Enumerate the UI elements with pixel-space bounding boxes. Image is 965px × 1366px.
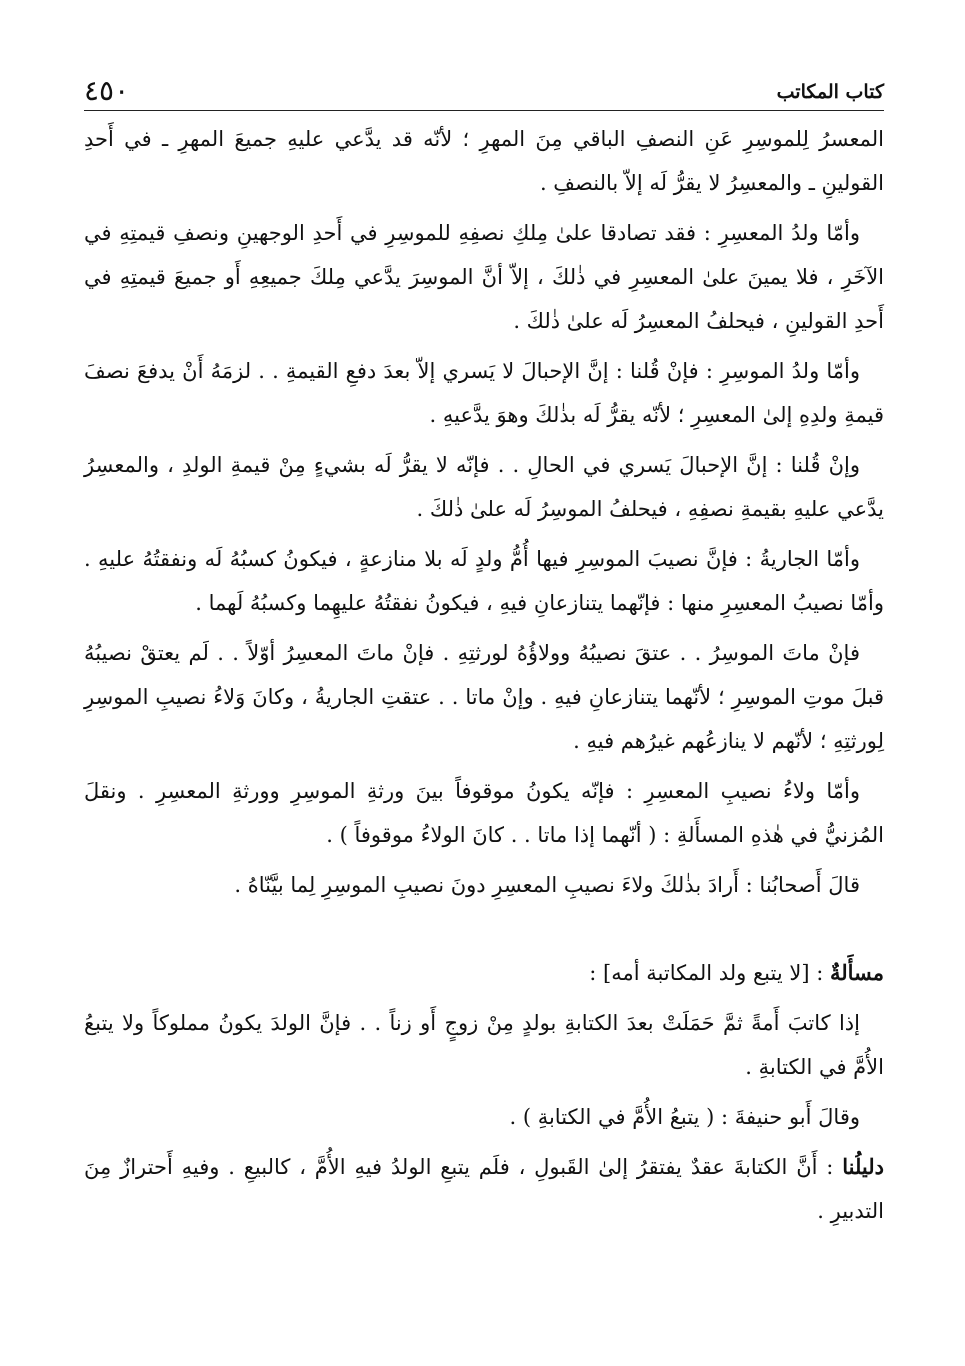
paragraph: قالَ أَصحابُنا : أَرادَ بذٰلكَ ولاءَ نصيبِ المعسِرِ دونَ نصيبِ الموسِرِ لِما بيَّنّاهُ . bbox=[234, 873, 860, 897]
paragraph: وإنْ قُلنا : إنَّ الإحبالَ يَسري في الحالِ . . فإنّه لا يقرُّ لَه بشيءٍ مِنْ قيمةِ الولدِ ، والمعسِرُ يدَّعي عليهِ بقيمةِ نصفِهِ ، فيحلفُ الموسِرُ لَه علىٰ ذٰلكَ . bbox=[84, 453, 884, 521]
page-header bbox=[84, 70, 884, 111]
paragraph: وأمّا ولدُ الموسِرِ : فإنْ قُلنا : إنَّ الإحبالَ لا يَسري إلاّ بعدَ دفعِ القيمةِ . . لزمَهُ أَنْ يدفعَ نصفَ قيمةِ ولدِهِ إلىٰ المعسِرِ ؛ لأنّه يقرُّ لَه بذٰلكَ وهوَ يدَّعيهِ . bbox=[84, 359, 884, 427]
paragraph: وأمّا ولدُ المعسِرِ : فقد تصادقا علىٰ مِلكِ نصفِهِ للموسِرِ في أَحدِ الوجهينِ ونصفِ قيمتِهِ في الآخَرِ ، فلا يمينَ علىٰ المعسِرِ في ذٰلكَ ، إلاّ أنَّ الموسِرَ يدَّعي مِلكَ جميعِهِ أَو جميعَ قيمتِهِ في أَحدِ القولينِ ، فيحلفُ المعسِرُ لَه علىٰ ذٰلكَ . bbox=[84, 221, 884, 333]
paragraph: وأمّا ولاءُ نصيبِ المعسِرِ : فإنّه يكونُ موقوفاً بينَ ورثةِ الموسِرِ وورثةِ المعسِرِ . ونقلَ المُزنيُّ في هٰذهِ المسأَلةِ : ( أنّهما إذا ماتا . . كانَ الولاءُ موقوفاً ) . bbox=[84, 779, 884, 847]
dalil-label: دليلُنا bbox=[842, 1154, 884, 1179]
page-body bbox=[84, 111, 884, 1233]
paragraph: فإنْ ماتَ الموسِرُ . . عتقَ نصيبُهُ وولاؤُهُ لورثتِهِ . فإنْ ماتَ المعسِرُ أوّلاً . . لَم يعتقْ نصيبُهُ قبلَ موتِ الموسِرِ ؛ لأنّهما يتنازعانِ فيهِ . وإنْ ماتا . . عتقتِ الجاريةُ ، وكانَ وَلاءُ نصيبِ الموسِرِ لِورثتِهِ ؛ لأنّهم لا ينازعُهم غيرُهم فيهِ . bbox=[84, 641, 884, 753]
page-number: ٤٥٠ bbox=[84, 74, 130, 107]
paragraph: وقالَ أَبو حنيفةَ : ( يتبعُ الأُمَّ في الكتابةِ ) . bbox=[509, 1105, 860, 1129]
masala-title: : [لا يتبع ولد المكاتبة أمه] : bbox=[589, 961, 830, 985]
paragraph: إذا كاتبَ أَمةً ثمَّ حَمَلَتْ بعدَ الكتابةِ بولدٍ مِنْ زوجٍ أَو زناً . . فإنَّ الولدَ يكونُ مملوكاً ولا يتبعُ الأُمَّ في الكتابةِ . bbox=[84, 1011, 884, 1079]
section-heading bbox=[84, 951, 884, 995]
running-title: كتاب المكاتب bbox=[776, 81, 884, 103]
book-page bbox=[84, 70, 884, 1239]
paragraph: وأمّا الجاريةُ : فإنَّ نصيبَ الموسِرِ فيها أُمُّ ولدٍ لَه بلا منازعةٍ ، فيكونُ كسبُهُ لَه ونفقتُهُ عليهِ . وأمّا نصيبُ المعسِرِ منها : فإنّهما يتنازعانِ فيهِ ، فيكونُ نفقتُهُ عليهِما وكسبُهُ لَهما . bbox=[84, 547, 884, 615]
masala-label: مسأَلةٌ bbox=[829, 960, 884, 985]
evidence-paragraph bbox=[84, 1145, 884, 1233]
dalil-text: : أَنَّ الكتابةَ عقدٌ يفتقرُ إلىٰ القَبولِ ، فلَم يتبعِ الولدُ فيهِ الأُمَّ ، كالبيعِ . وفيهِ أَحترازٌ مِنَ التدبيرِ . bbox=[84, 1155, 884, 1223]
section-gap bbox=[84, 913, 884, 951]
paragraph: المعسرُ لِلموسِرِ عَنِ النصفِ الباقي مِنَ المهرِ ؛ لأنّه قد يدَّعي عليهِ جميعَ المهرِ ـ في أَحدِ القولينِ ـ والمعسِرُ لا يقرُّ لَه إلاّ بالنصفِ . bbox=[84, 127, 884, 195]
